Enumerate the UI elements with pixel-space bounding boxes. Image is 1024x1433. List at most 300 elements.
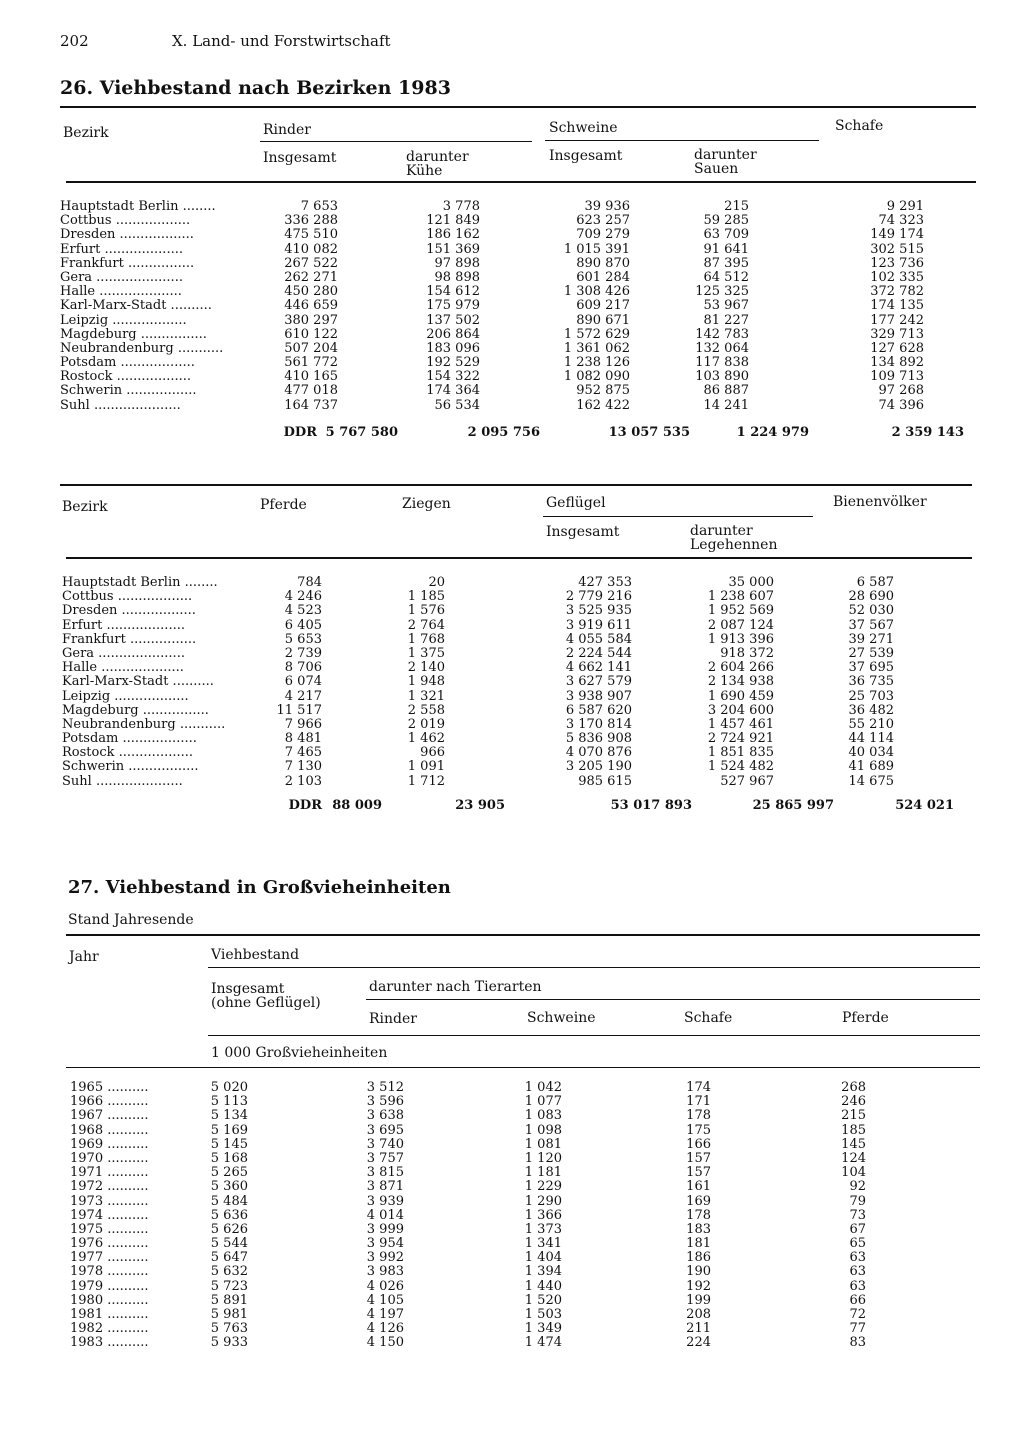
cell-value: 1 440 xyxy=(524,1278,562,1294)
unit-label: 1 000 Großvieheinheiten xyxy=(211,1045,388,1061)
cell-value: 186 xyxy=(686,1250,711,1266)
row-label: Dresden .................. xyxy=(62,603,196,619)
cell-value: 1 098 xyxy=(524,1122,562,1138)
cell-value: 1 341 xyxy=(524,1236,562,1252)
table-row xyxy=(70,1308,980,1322)
cell-value: 79 xyxy=(849,1193,866,1209)
cell-value: 66 xyxy=(849,1292,866,1308)
cell-value: 1 238 126 xyxy=(563,355,630,371)
row-label: 1976 .......... xyxy=(70,1236,149,1252)
cell-value: 178 xyxy=(686,1108,711,1124)
row-label: 1968 .......... xyxy=(70,1122,149,1138)
cell-value: 1 229 xyxy=(524,1179,562,1195)
row-label: Magdeburg ................ xyxy=(62,702,209,718)
table-row xyxy=(60,399,980,413)
row-label: Karl-Marx-Stadt .......... xyxy=(62,674,214,690)
cell-value: 1 474 xyxy=(524,1335,562,1351)
cell-value: 3 938 907 xyxy=(565,688,632,704)
cell-value: 890 671 xyxy=(576,312,630,328)
header-bottom-rule xyxy=(66,1067,980,1068)
cell-value: 6 587 xyxy=(856,575,894,590)
cell-value: 5 836 908 xyxy=(565,731,632,747)
cell-value: 2 103 xyxy=(284,773,322,789)
row-label: 1978 .......... xyxy=(70,1264,149,1280)
cell-value: 427 353 xyxy=(578,575,632,590)
cell-value: 211 xyxy=(686,1321,711,1337)
cell-value: 5 169 xyxy=(210,1122,248,1138)
cell-value: 2 134 938 xyxy=(707,674,774,690)
cell-value: 268 xyxy=(841,1080,866,1095)
cell-value: 1 373 xyxy=(524,1221,562,1237)
table-row xyxy=(60,228,980,242)
table-row xyxy=(60,285,980,299)
cell-value: 63 709 xyxy=(703,227,749,243)
cell-value: 5 632 xyxy=(210,1264,248,1280)
cell-value: 1 375 xyxy=(407,645,445,661)
cell-value: 92 xyxy=(849,1179,866,1195)
cell-value: 8 481 xyxy=(284,731,322,747)
col-schweine-dar-b: Sauen xyxy=(694,161,739,177)
col-rinder-dar-a: darunter xyxy=(406,149,469,165)
cell-value: 53 967 xyxy=(703,298,749,314)
cell-value: 3 638 xyxy=(366,1108,404,1124)
top-rule xyxy=(66,934,980,936)
cell-value: 267 522 xyxy=(284,255,338,271)
top-rule xyxy=(60,106,976,108)
table-row xyxy=(62,732,982,746)
cell-value: 5 891 xyxy=(210,1292,248,1308)
table-row xyxy=(60,200,980,214)
cell-value: 37 695 xyxy=(848,660,894,676)
table-row xyxy=(70,1265,980,1279)
cell-value: 410 082 xyxy=(284,241,338,257)
total-label: DDR xyxy=(283,425,317,440)
cell-value: 1 015 391 xyxy=(563,241,630,257)
cell-value: 109 713 xyxy=(870,369,924,385)
table-row xyxy=(70,1251,980,1265)
cell-value: 985 615 xyxy=(578,773,632,789)
cell-value: 44 114 xyxy=(848,731,894,747)
cell-value: 610 122 xyxy=(284,326,338,342)
cell-value: 65 xyxy=(849,1236,866,1252)
cell-value: 5 020 xyxy=(210,1080,248,1095)
cell-value: 166 xyxy=(686,1136,711,1152)
cell-value: 14 675 xyxy=(848,773,894,789)
cell-value: 40 034 xyxy=(848,745,894,761)
row-label: 1973 .......... xyxy=(70,1193,149,1209)
cell-value: 39 936 xyxy=(584,199,630,214)
table-26b-body xyxy=(62,576,982,789)
row-label: 1967 .......... xyxy=(70,1108,149,1124)
table-26b-total xyxy=(62,798,982,814)
cell-value: 2 779 216 xyxy=(565,589,632,605)
cell-value: 2 724 921 xyxy=(707,731,774,747)
cell-value: 11 517 xyxy=(276,702,322,718)
row-label: Schwerin ................. xyxy=(60,383,197,399)
cell-value: 190 xyxy=(686,1264,711,1280)
cell-value: 1 091 xyxy=(407,759,445,775)
cell-value: 175 979 xyxy=(426,298,480,314)
cell-value: 127 628 xyxy=(870,340,924,356)
cell-value: 117 838 xyxy=(695,355,749,371)
cell-value: 709 279 xyxy=(576,227,630,243)
header-bottom-rule xyxy=(66,181,976,183)
cell-value: 5 145 xyxy=(210,1136,248,1152)
row-label: Frankfurt ................ xyxy=(60,255,195,271)
row-label: 1981 .......... xyxy=(70,1307,149,1322)
table-row xyxy=(70,1195,980,1209)
rule-darunter xyxy=(366,999,980,1000)
cell-value: 63 xyxy=(849,1250,866,1266)
col-gefluegel: Geflügel xyxy=(546,495,606,511)
cell-value: 157 xyxy=(686,1165,711,1181)
cell-value: 2 739 xyxy=(284,645,322,661)
cell-value: 7 966 xyxy=(284,716,322,732)
cell-value: 1 083 xyxy=(524,1108,562,1124)
col-bezirk: Bezirk xyxy=(63,125,109,141)
row-label: Cottbus .................. xyxy=(60,213,191,229)
cell-value: 132 064 xyxy=(695,340,749,356)
table-27-title: 27. Viehbestand in Großvieheinheiten xyxy=(68,877,451,898)
cell-value: 224 xyxy=(686,1335,711,1351)
cell-value: 966 xyxy=(420,745,445,761)
col-jahr: Jahr xyxy=(69,949,99,965)
cell-value: 450 280 xyxy=(284,284,338,300)
cell-value: 3 999 xyxy=(366,1221,404,1237)
cell-value: 6 587 620 xyxy=(565,702,632,718)
cell-value: 4 126 xyxy=(366,1321,404,1337)
row-label: Potsdam .................. xyxy=(60,355,195,371)
table-row xyxy=(70,1166,980,1180)
cell-value: 183 xyxy=(686,1221,711,1237)
cell-value: 174 135 xyxy=(870,298,924,314)
cell-value: 952 875 xyxy=(576,383,630,399)
cell-value: 206 864 xyxy=(426,326,480,342)
cell-value: 5 636 xyxy=(210,1207,248,1223)
cell-value: 6 074 xyxy=(284,674,322,690)
row-label: Schwerin ................. xyxy=(62,759,199,775)
cell-value: 5 360 xyxy=(210,1179,248,1195)
cell-value: 74 323 xyxy=(878,213,924,229)
cell-value: 1 768 xyxy=(407,631,445,647)
cell-value: 134 892 xyxy=(870,355,924,371)
table-row xyxy=(62,690,982,704)
cell-value: 83 xyxy=(849,1335,866,1351)
cell-value: 246 xyxy=(841,1094,866,1110)
cell-value: 4 026 xyxy=(366,1278,404,1294)
cell-value: 336 288 xyxy=(284,213,338,229)
cell-value: 4 523 xyxy=(284,603,322,619)
cell-value: 2 558 xyxy=(407,702,445,718)
row-label: Potsdam .................. xyxy=(62,731,197,747)
table-row xyxy=(62,746,982,760)
table-row xyxy=(60,214,980,228)
col-viehbestand: Viehbestand xyxy=(211,947,300,963)
cell-value: 1 308 426 xyxy=(563,284,630,300)
cell-value: 121 849 xyxy=(426,213,480,229)
cell-value: 3 871 xyxy=(366,1179,404,1195)
cell-value: 1 576 xyxy=(407,603,445,619)
col-schweine: Schweine xyxy=(549,120,618,136)
total-value: 2 359 143 xyxy=(891,425,964,440)
cell-value: 103 890 xyxy=(695,369,749,385)
col-rinder: Rinder xyxy=(369,1011,417,1027)
cell-value: 5 653 xyxy=(284,631,322,647)
cell-value: 171 xyxy=(686,1094,711,1110)
table-row xyxy=(62,661,982,675)
rule-viehbestand xyxy=(208,967,980,968)
cell-value: 215 xyxy=(724,199,749,214)
col-rinder-insg: Insgesamt xyxy=(263,150,337,166)
cell-value: 178 xyxy=(686,1207,711,1223)
cell-value: 410 165 xyxy=(284,369,338,385)
row-label: Gera ..................... xyxy=(62,645,185,661)
col-schweine-insg: Insgesamt xyxy=(549,148,623,164)
cell-value: 27 539 xyxy=(848,645,894,661)
table-row xyxy=(70,1294,980,1308)
row-label: Rostock .................. xyxy=(62,745,194,761)
col-schafe: Schafe xyxy=(835,118,884,134)
cell-value: 77 xyxy=(849,1321,866,1337)
page-number: 202 xyxy=(60,32,89,50)
cell-value: 175 xyxy=(686,1122,711,1138)
table-row xyxy=(62,760,982,774)
cell-value: 35 000 xyxy=(728,575,774,590)
cell-value: 4 662 141 xyxy=(565,660,632,676)
cell-value: 183 096 xyxy=(426,340,480,356)
row-label: 1982 .......... xyxy=(70,1321,149,1337)
cell-value: 1 077 xyxy=(524,1094,562,1110)
cell-value: 97 268 xyxy=(878,383,924,399)
cell-value: 142 783 xyxy=(695,326,749,342)
table-row xyxy=(60,271,980,285)
cell-value: 1 851 835 xyxy=(707,745,774,761)
cell-value: 63 xyxy=(849,1278,866,1294)
cell-value: 169 xyxy=(686,1193,711,1209)
cell-value: 125 325 xyxy=(695,284,749,300)
rule-unit xyxy=(208,1035,980,1036)
cell-value: 161 xyxy=(686,1179,711,1195)
cell-value: 4 150 xyxy=(366,1335,404,1351)
cell-value: 59 285 xyxy=(703,213,749,229)
table-row xyxy=(62,619,982,633)
row-label: Frankfurt ................ xyxy=(62,631,197,647)
row-label: Neubrandenburg ........... xyxy=(60,340,224,356)
header-bottom-rule xyxy=(66,557,972,559)
col-gefluegel-dar-b: Legehennen xyxy=(690,537,778,553)
cell-value: 1 081 xyxy=(524,1136,562,1152)
cell-value: 98 898 xyxy=(434,269,480,285)
total-value: 53 017 893 xyxy=(610,798,692,813)
cell-value: 4 197 xyxy=(366,1307,404,1322)
table-26a-body xyxy=(60,200,980,413)
col-pferde: Pferde xyxy=(260,497,307,513)
table-row xyxy=(62,775,982,789)
cell-value: 4 055 584 xyxy=(565,631,632,647)
cell-value: 25 703 xyxy=(848,688,894,704)
cell-value: 74 396 xyxy=(878,397,924,413)
cell-value: 36 482 xyxy=(848,702,894,718)
table-row xyxy=(70,1223,980,1237)
table-row xyxy=(60,356,980,370)
cell-value: 5 981 xyxy=(210,1307,248,1322)
cell-value: 3 778 xyxy=(442,199,480,214)
cell-value: 5 763 xyxy=(210,1321,248,1337)
cell-value: 2 764 xyxy=(407,617,445,633)
col-schweine-dar-a: darunter xyxy=(694,147,757,163)
cell-value: 55 210 xyxy=(848,716,894,732)
row-label: Dresden .................. xyxy=(60,227,194,243)
total-value: 2 095 756 xyxy=(467,425,540,440)
cell-value: 20 xyxy=(428,575,445,590)
row-label: Halle .................... xyxy=(62,660,184,676)
cell-value: 64 512 xyxy=(703,269,749,285)
table-row xyxy=(62,633,982,647)
cell-value: 1 952 569 xyxy=(707,603,774,619)
table-row xyxy=(60,243,980,257)
cell-value: 1 082 090 xyxy=(563,369,630,385)
cell-value: 3 525 935 xyxy=(565,603,632,619)
total-label: DDR xyxy=(288,798,322,813)
table-row xyxy=(60,384,980,398)
table-row xyxy=(60,299,980,313)
cell-value: 208 xyxy=(686,1307,711,1322)
table-26a-total xyxy=(60,425,980,441)
cell-value: 73 xyxy=(849,1207,866,1223)
cell-value: 784 xyxy=(297,575,322,590)
cell-value: 215 xyxy=(841,1108,866,1124)
cell-value: 37 567 xyxy=(848,617,894,633)
cell-value: 72 xyxy=(849,1307,866,1322)
cell-value: 4 246 xyxy=(284,589,322,605)
row-label: Magdeburg ................ xyxy=(60,326,207,342)
row-label: 1970 .......... xyxy=(70,1150,149,1166)
cell-value: 1 349 xyxy=(524,1321,562,1337)
cell-value: 3 627 579 xyxy=(565,674,632,690)
cell-value: 3 954 xyxy=(366,1236,404,1252)
table-row xyxy=(70,1152,980,1166)
row-label: Cottbus .................. xyxy=(62,589,193,605)
cell-value: 475 510 xyxy=(284,227,338,243)
cell-value: 6 405 xyxy=(284,617,322,633)
cell-value: 137 502 xyxy=(426,312,480,328)
cell-value: 104 xyxy=(841,1165,866,1181)
cell-value: 199 xyxy=(686,1292,711,1308)
col-bezirk: Bezirk xyxy=(62,499,108,515)
cell-value: 124 xyxy=(841,1150,866,1166)
cell-value: 63 xyxy=(849,1264,866,1280)
cell-value: 507 204 xyxy=(284,340,338,356)
cell-value: 3 512 xyxy=(366,1080,404,1095)
row-label: Erfurt ................... xyxy=(60,241,183,257)
table-row xyxy=(70,1095,980,1109)
table-row xyxy=(70,1209,980,1223)
total-value: 23 905 xyxy=(455,798,505,813)
table-27-body xyxy=(70,1081,980,1351)
cell-value: 2 224 544 xyxy=(565,645,632,661)
col-ziegen: Ziegen xyxy=(402,496,451,512)
cell-value: 154 612 xyxy=(426,284,480,300)
col-darunter: darunter nach Tierarten xyxy=(369,979,542,995)
cell-value: 9 291 xyxy=(886,199,924,214)
cell-value: 123 736 xyxy=(870,255,924,271)
cell-value: 2 019 xyxy=(407,716,445,732)
table-row xyxy=(60,314,980,328)
col-schafe: Schafe xyxy=(684,1010,733,1026)
cell-value: 5 723 xyxy=(210,1278,248,1294)
table-row xyxy=(70,1237,980,1251)
cell-value: 302 515 xyxy=(870,241,924,257)
table-row xyxy=(62,590,982,604)
total-value: 1 224 979 xyxy=(736,425,809,440)
rule-gefluegel xyxy=(543,516,813,517)
row-label: 1975 .......... xyxy=(70,1221,149,1237)
cell-value: 4 217 xyxy=(284,688,322,704)
cell-value: 2 087 124 xyxy=(707,617,774,633)
col-pferde: Pferde xyxy=(842,1010,889,1026)
cell-value: 14 241 xyxy=(703,397,749,413)
cell-value: 527 967 xyxy=(720,773,774,789)
cell-value: 154 322 xyxy=(426,369,480,385)
cell-value: 86 887 xyxy=(703,383,749,399)
cell-value: 5 544 xyxy=(210,1236,248,1252)
cell-value: 4 070 876 xyxy=(565,745,632,761)
table-row xyxy=(70,1322,980,1336)
row-label: 1979 .......... xyxy=(70,1278,149,1294)
row-label: 1965 .......... xyxy=(70,1080,149,1095)
total-value: 524 021 xyxy=(895,798,954,813)
cell-value: 1 290 xyxy=(524,1193,562,1209)
cell-value: 91 641 xyxy=(703,241,749,257)
cell-value: 1 185 xyxy=(407,589,445,605)
cell-value: 102 335 xyxy=(870,269,924,285)
rule-rinder xyxy=(260,141,532,142)
cell-value: 1 690 459 xyxy=(707,688,774,704)
row-label: Suhl ..................... xyxy=(60,397,181,413)
cell-value: 181 xyxy=(686,1236,711,1252)
cell-value: 918 372 xyxy=(720,645,774,661)
row-label: 1983 .......... xyxy=(70,1335,149,1351)
table-row xyxy=(62,675,982,689)
cell-value: 164 737 xyxy=(284,397,338,413)
cell-value: 97 898 xyxy=(434,255,480,271)
cell-value: 149 174 xyxy=(870,227,924,243)
cell-value: 4 014 xyxy=(366,1207,404,1223)
col-rinder-dar-b: Kühe xyxy=(406,163,443,179)
cell-value: 5 933 xyxy=(210,1335,248,1351)
cell-value: 1 457 461 xyxy=(707,716,774,732)
cell-value: 477 018 xyxy=(284,383,338,399)
cell-value: 1 238 607 xyxy=(707,589,774,605)
cell-value: 56 534 xyxy=(434,397,480,413)
cell-value: 192 xyxy=(686,1278,711,1294)
table-row xyxy=(70,1124,980,1138)
col-gefluegel-dar-a: darunter xyxy=(690,523,753,539)
row-label: Erfurt ................... xyxy=(62,617,185,633)
table-row xyxy=(70,1180,980,1194)
cell-value: 446 659 xyxy=(284,298,338,314)
cell-value: 151 369 xyxy=(426,241,480,257)
cell-value: 192 529 xyxy=(426,355,480,371)
cell-value: 177 242 xyxy=(870,312,924,328)
cell-value: 1 181 xyxy=(524,1165,562,1181)
cell-value: 174 364 xyxy=(426,383,480,399)
cell-value: 890 870 xyxy=(576,255,630,271)
row-label: Karl-Marx-Stadt .......... xyxy=(60,298,212,314)
cell-value: 262 271 xyxy=(284,269,338,285)
cell-value: 7 130 xyxy=(284,759,322,775)
cell-value: 3 939 xyxy=(366,1193,404,1209)
